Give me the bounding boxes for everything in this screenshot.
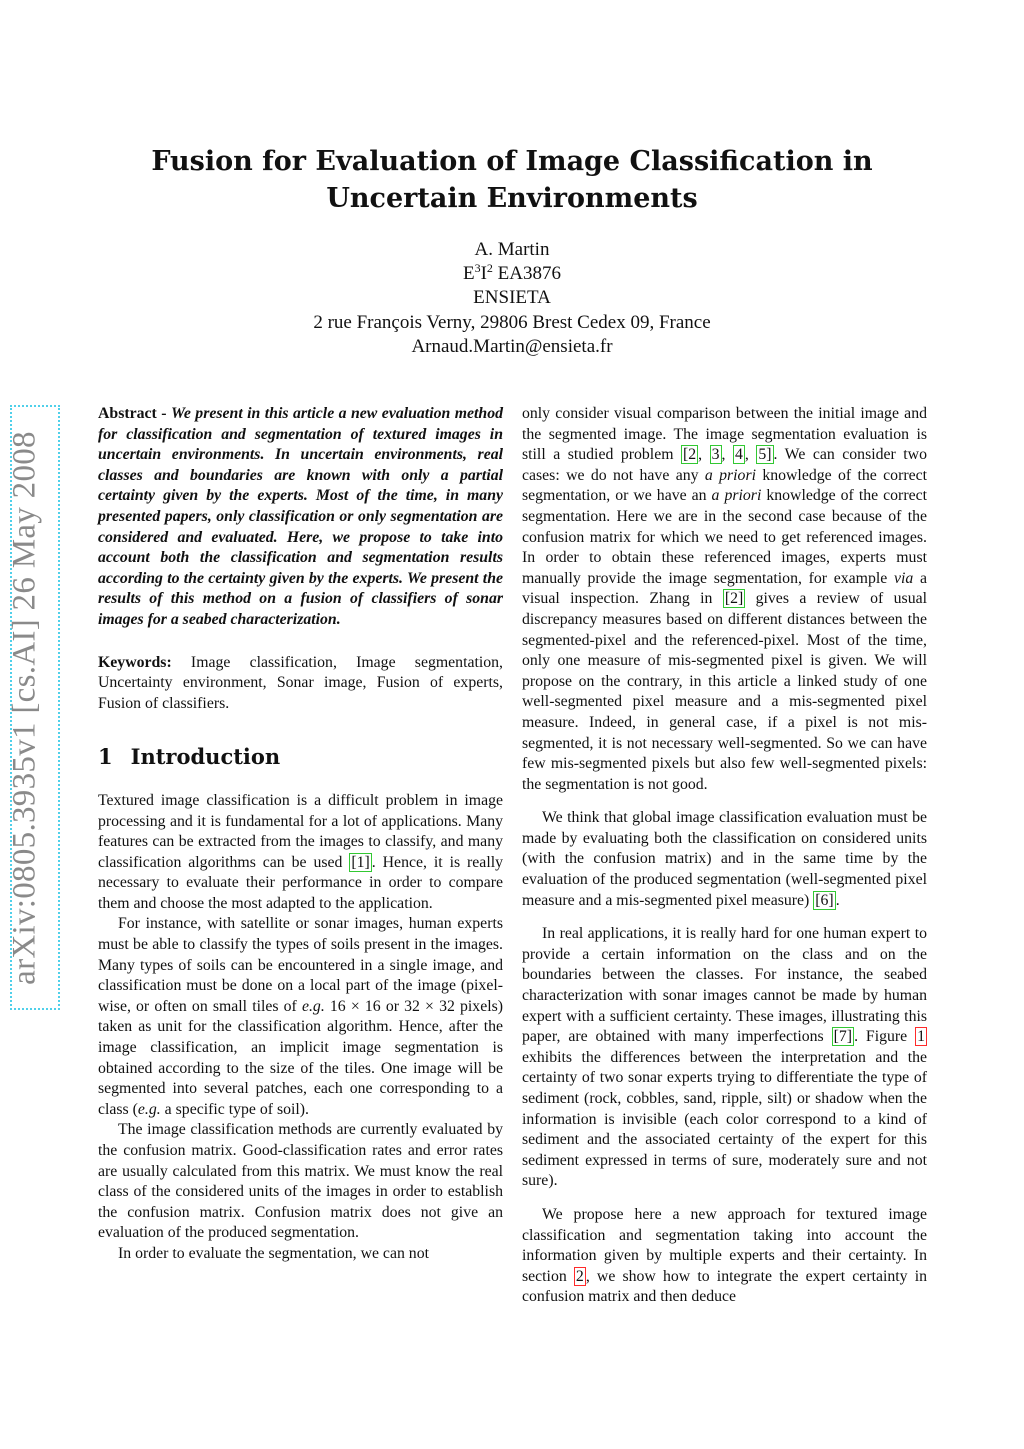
author-name: A. Martin [474,239,550,260]
citation-link[interactable]: [1] [351,853,370,871]
author-block [100,238,924,359]
right-paragraph-3 [522,924,927,1192]
intro-paragraph-1 [98,791,503,915]
text-run: . Figure [854,1028,916,1046]
author-institution: ENSIETA [473,287,551,309]
text-run: . We can consider two cases: we do not have any [522,446,927,484]
intro-paragraph-3: The image classification methods are currently evaluated by the confusion matrix. Good-classification rates and error rates are usually calculated from this matrix. We must know the real class of the considered units of the images in order to establish the confusion matrix. Confusion matrix does not give an evaluation of the produced segmentation. [98,1121,503,1242]
text-run: We propose here a new approach for textured image classification and segmentation taking into account the information given by multiple experts and their certainty. In section [522,1205,927,1285]
text-run: gives a review of usual discrepancy measures based on different distances between the segmented-pixel and the referenced-pixel. Most of the time, only one measure of mis-segmented pixel is given. We will propose on the contrary, in this article a linked study of one well-segmented pixel measure and a mis-segmented pixel measure. Indeed, in general case, if a pixel is not mis-segmented, it is not necessary well-segmented. So we can have few mis-segmented pixels but also few well-segmented pixels: the segmentation is not good. [522,590,927,793]
arxiv-stamp: arXiv:0805.3935v1 [cs.AI] 26 May 2008 [6,431,43,985]
abstract-text: We present in this article a new evaluation method for classification and segmentation of textured images in uncertain environments. In uncertain environments, real classes and boundaries are known with only a partial certainty given by the experts. Most of the time, in many presented papers, only classification or only segmentation are considered and evaluated. Here, we propose to take into account both the classification and segmentation results according to the certainty given by the experts. We present the results of this method on a fusion of classifiers of sonar images for a seabed characterization. [98,405,503,628]
author-email: Arnaud.Martin@ensieta.fr [411,335,613,357]
right-paragraph-1: only consider visual comparison between the initial image and the segmented image. The image segmentation evaluation is still a studied problem [2 , 3 , 4 , 5] . We can consider two cases: we do not have any a priori knowledge of the correct segmentation, or we have an a priori knowledge of the correct segmentation. Here we are in the second case because of the confusion matrix for which we need to get referenced images. In order to obtain these referenced images, experts must manually provide the image segmentation, for example via a visual inspection. Zhang in [2] gives a review of usual discrepancy measures based on different distances between the segmented-pixel and the referenced-pixel. Most of the time, only one measure of mis-segmented pixel is given. We will propose on the contrary, in this article a linked study of one well-segmented pixel measure and a mis-segmented pixel measure. Indeed, in general case, if a pixel is not mis-segmented, it is not necessary well-segmented. So we can have few mis-segmented pixels but also few well-segmented pixels: the segmentation is not good. [522,405,927,793]
text-run: , we show how to integrate the expert certainty in confusion matrix and then deduce [522,1267,927,1306]
section-number: 1 [98,744,113,770]
text-run: a specific type of soil). [160,1100,309,1118]
keywords [98,653,503,715]
right-paragraph-4 [522,1205,927,1308]
citation-link[interactable]: [2] [724,590,744,608]
italic-run: e.g. [301,997,325,1015]
text-run: For instance, with satellite or sonar images, human experts must be able to classify the types of soils present in the images. Many types of soils can be encountered in a single image, and classification must be done on a local part of the image (pixel-wise, or often on small tiles of [98,915,503,1015]
text-run: 16 × 16 or 32 × 32 pixels) taken as unit for the classification algorithm. Hence, after the image classification, an implicit image segmentation is obtained according to the size of the tiles. One image will be segmented into several patches, each one corresponding to a class ( [98,997,504,1118]
intro-paragraph-4: In order to evaluate the segmentation, we can not [118,1244,429,1262]
citation-link[interactable]: [6] [815,891,834,909]
italic-run: e.g. [137,1100,161,1118]
text-run: knowledge of the correct segmentation. Here we are in the second case because of the confusion matrix for which we need to get referenced images. In order to obtain these referenced images, experts must manually provide the image segmentation, for example [522,487,927,587]
citation-link[interactable]: 5] [758,446,772,464]
text-run: . Hence, it is really necessary to evaluate their performance in order to compare them and choose the most adapted to the application. [98,853,503,912]
intro-paragraph-2 [98,914,503,1120]
right-paragraph-2 [522,808,927,911]
section-title: Introduction [130,744,281,770]
author-lab [100,262,924,286]
title-line-1: Fusion for Evaluation of Image Classification in [151,146,873,177]
author-address: 2 rue François Verny, 29806 Brest Cedex 09, France [313,311,711,333]
text-run: only consider visual comparison between the initial image and the segmented image. The image segmentation evaluation is still a studied problem [522,405,927,464]
text-run: We think that global image classification evaluation must be made by evaluating both the classification on considered units (with the confusion matrix) and in the same time by the evaluation of the produced segmentation (well-segmented pixel measure and a mis-segmented pixel measure) [522,809,927,909]
italic-run: a priori [704,466,756,484]
lab-prefix: E [462,263,475,285]
lab-suffix: EA3876 [492,263,561,285]
italic-run: a priori [711,487,762,505]
figure-link[interactable]: 1 [917,1028,926,1046]
citation-link[interactable]: [2 [683,446,697,464]
text-run: a visual inspection. Zhang in [522,569,927,608]
citation-link[interactable]: 3 [711,446,720,464]
right-column [522,404,927,1308]
section-heading-introduction [98,744,503,770]
left-column [98,404,503,1265]
text-run: knowledge of the correct segmentation, or we have an [522,466,927,505]
title-line-2: Uncertain Environments [326,183,698,214]
italic-run: via [893,569,914,587]
keywords-label: Keywords: [98,653,172,671]
section-link[interactable]: 2 [575,1267,584,1285]
lab-sup-2: 2 [486,261,493,276]
lab-mid: I [480,263,487,285]
keywords-text: Image classification, Image segmentation, Uncertainty environment, Sonar image, Fusion of experts, Fusion of classifiers. [98,653,503,712]
text-run: . [835,891,840,909]
text-run: In real applications, it is really hard for one human expert to provide a certain information on the class and on the boundaries between the classes. For instance, the seabed characterization with sonar images cannot be made by human expert with a sufficient certainty. These images, illustrating this paper, are obtained with many imperfections [522,925,927,1046]
abstract [98,404,503,631]
text-run: exhibits the differences between the interpretation and the certainty of two sonar experts trying to differentiate the type of sediment (rock, cobbles, sand, ripple, silt) or shadow when the information is invisible (each color correspond to a kind of sediment and the associated certainty of the expert for this sediment expressed in terms of sure, moderately sure and not sure). [522,1048,927,1190]
paper-title [100,143,924,217]
citation-link[interactable]: 4 [734,446,743,464]
abstract-label: Abstract - [98,405,171,422]
citation-link[interactable]: [7] [833,1028,853,1046]
text-run: Textured image classification is a difficult problem in image processing and it is fundamental for a lot of applications. Many features can be extracted from the images to classify, and many classification algorithms can be used [98,791,503,871]
lab-sup-1: 3 [474,261,481,276]
